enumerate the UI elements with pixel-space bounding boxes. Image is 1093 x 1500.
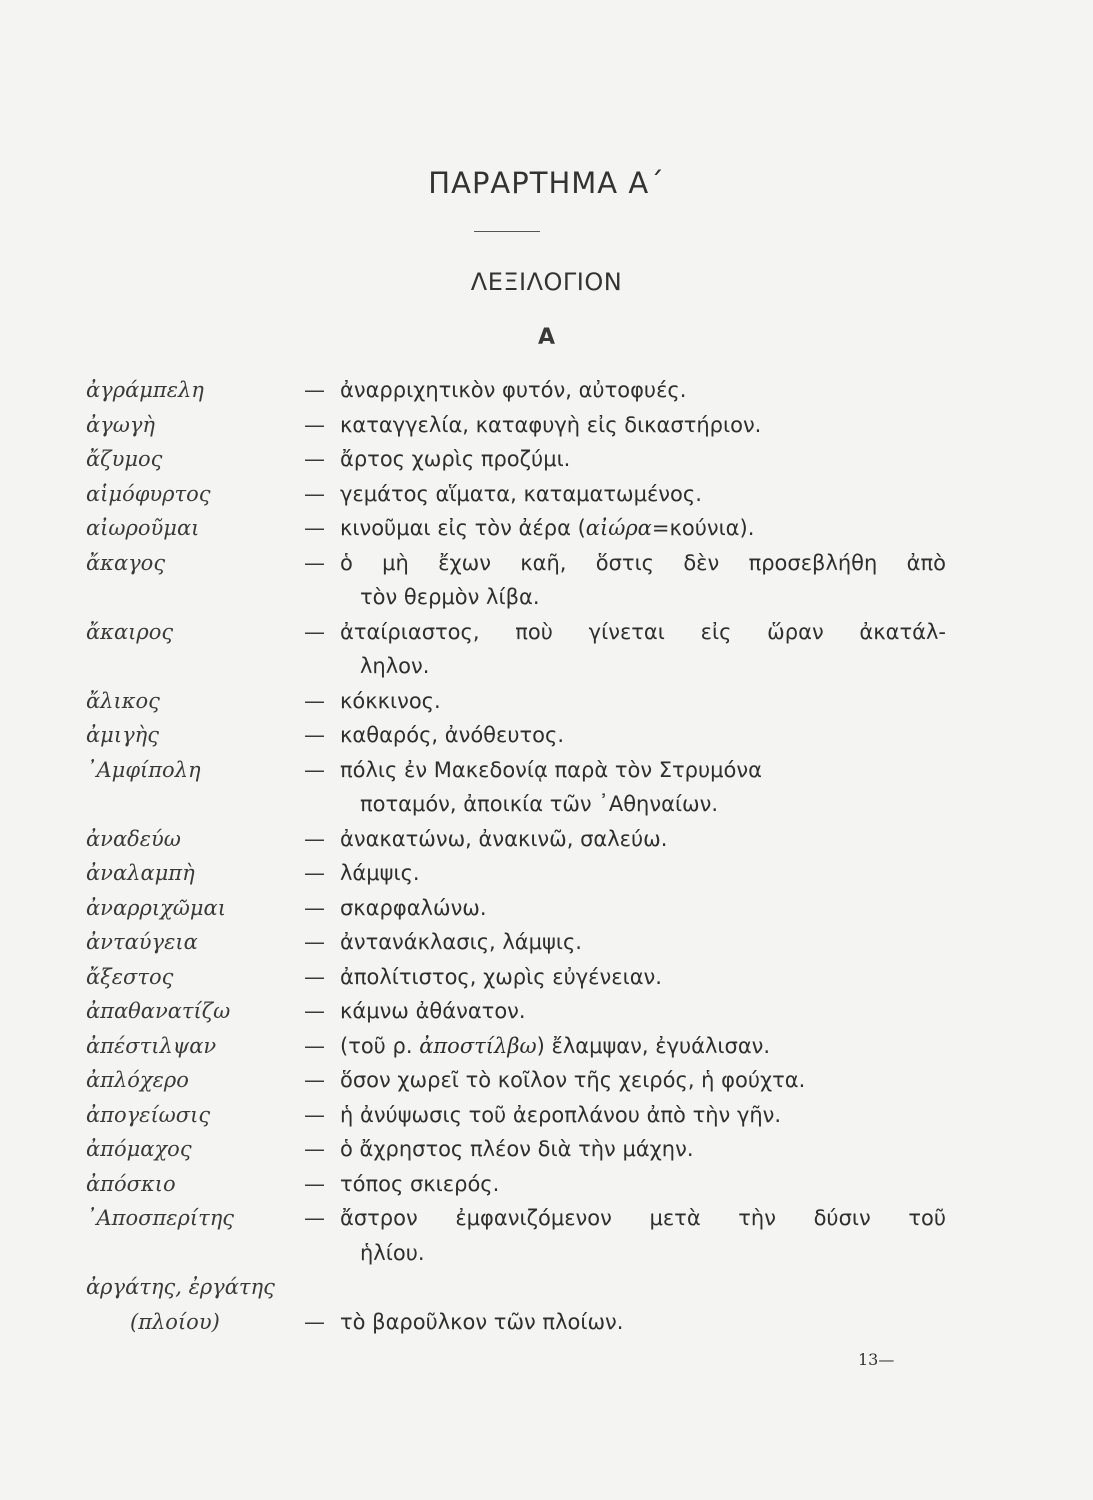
entry-definition bbox=[340, 994, 946, 1029]
entry-definition bbox=[340, 511, 946, 546]
definition-line: σκαρφαλώνω. bbox=[340, 895, 487, 920]
glossary-entry bbox=[86, 1098, 946, 1133]
definition-line: καταγγελία, καταφυγὴ εἰς δικαστήριον. bbox=[340, 412, 762, 437]
definition-line: ἀνακατώνω, ἀνακινῶ, σαλεύω. bbox=[340, 826, 668, 851]
definition-text: κινοῦμαι εἰς τὸν ἀέρα ( bbox=[340, 516, 586, 540]
entry-dash: — bbox=[304, 861, 325, 885]
definition-text: =κούνια). bbox=[651, 516, 755, 540]
definition-line: ἄρτος χωρὶς προζύμι. bbox=[340, 447, 571, 471]
entry-dash-glyph: — bbox=[304, 1309, 325, 1334]
entry-term: ἀνταύγεια bbox=[86, 930, 198, 954]
entry-term: ἄξεστος bbox=[86, 964, 174, 989]
definition-line: καθαρός, ἀνόθευτος. bbox=[340, 723, 565, 747]
entry-definition bbox=[340, 1029, 946, 1064]
entry-dash: — bbox=[304, 1137, 325, 1161]
entry-term-line: (πλοίου) bbox=[130, 1309, 220, 1334]
glossary-entry bbox=[86, 442, 946, 477]
entry-dash: — bbox=[304, 619, 325, 644]
entry-definition bbox=[340, 822, 946, 857]
entry-definition bbox=[340, 1063, 946, 1098]
entry-term: ἀπογείωσις bbox=[86, 1102, 211, 1127]
definition-line: ἀναρριχητικὸν φυτόν, αὐτοφυές. bbox=[340, 378, 687, 402]
entry-definition bbox=[340, 615, 946, 684]
entry-definition bbox=[340, 477, 946, 512]
definition-line: ἀντανάκλασις, λάμψις. bbox=[340, 930, 582, 954]
definition-text: (τοῦ ρ. bbox=[340, 1033, 420, 1058]
definition-line: ἡλίου. bbox=[360, 1240, 425, 1265]
definition-line bbox=[340, 511, 946, 546]
entry-definition bbox=[340, 891, 946, 926]
glossary-entry bbox=[86, 1063, 946, 1098]
definition-line: ποταμόν, ἀποικία τῶν ᾿Αθηναίων. bbox=[360, 792, 719, 816]
glossary-entry bbox=[86, 1029, 946, 1064]
entry-term: ἄλικος bbox=[86, 688, 160, 713]
entry-dash: — bbox=[304, 964, 325, 989]
definition-line: ληλον. bbox=[360, 654, 430, 678]
entry-dash: — bbox=[304, 1033, 325, 1058]
entry-definition bbox=[340, 373, 946, 408]
glossary-entry bbox=[86, 891, 946, 926]
entry-dash: — bbox=[304, 1068, 325, 1092]
entry-dash: — bbox=[304, 757, 325, 782]
definition-line: λάμψις. bbox=[340, 861, 420, 885]
entry-dash: — bbox=[304, 481, 325, 506]
definition-line: τὸ βαροῦλκον τῶν πλοίων. bbox=[340, 1309, 624, 1334]
definition-line: ἄστρον ἐμφανιζόμενον μετὰ τὴν δύσιν τοῦ bbox=[340, 1206, 946, 1230]
glossary-entry bbox=[86, 1132, 946, 1167]
entry-term: ἀναλαμπὴ bbox=[86, 861, 195, 885]
glossary-entry bbox=[86, 718, 946, 753]
definition-italic-word: αἰώρα bbox=[585, 516, 652, 540]
entry-term-line: ἀργάτης, ἐργάτης bbox=[86, 1275, 275, 1299]
glossary-entry bbox=[86, 753, 946, 822]
definition-line: ὁ μὴ ἔχων καῆ, ὅστις δὲν προσεβλήθη ἀπὸ bbox=[340, 550, 946, 575]
definition-line: ἀπολίτιστος, χωρὶς εὐγένειαν. bbox=[340, 964, 662, 989]
definition-italic-word: ἀποστίλβω bbox=[419, 1033, 537, 1058]
entry-dash: — bbox=[304, 378, 325, 402]
letter-heading: Α bbox=[537, 325, 556, 350]
entry-definition bbox=[340, 753, 946, 822]
entry-term: ἀπλόχερο bbox=[86, 1068, 189, 1092]
entry-dash: — bbox=[304, 412, 325, 437]
entry-definition bbox=[340, 408, 946, 443]
entry-definition bbox=[340, 960, 946, 995]
entry-definition bbox=[340, 1098, 946, 1133]
entry-term: ἀναδεύω bbox=[86, 826, 181, 851]
definition-line: τὸν θερμὸν λίβα. bbox=[360, 585, 540, 609]
glossary-entry bbox=[86, 960, 946, 995]
entry-term: ᾿Αμφίπολη bbox=[86, 757, 201, 782]
glossary-entry bbox=[86, 856, 946, 891]
entry-dash: — bbox=[304, 550, 325, 575]
glossary-entry bbox=[86, 546, 946, 615]
entry-dash: — bbox=[304, 999, 325, 1023]
glossary-list bbox=[86, 373, 946, 1339]
entry-term: ἀπόμαχος bbox=[86, 1137, 192, 1161]
entry-term: αἰωροῦμαι bbox=[86, 516, 200, 540]
entry-definition bbox=[340, 684, 946, 719]
entry-term: ἄκαγος bbox=[86, 550, 166, 575]
glossary-entry bbox=[86, 408, 946, 443]
glossary-entry bbox=[86, 511, 946, 546]
glossary-entry bbox=[86, 615, 946, 684]
glossary-entry bbox=[86, 925, 946, 960]
entry-term: ἀγωγὴ bbox=[86, 412, 155, 437]
definition-line: ἡ ἀνύψωσις τοῦ ἀεροπλάνου ἀπὸ τὴν γῆν. bbox=[340, 1102, 782, 1127]
definition-line: ὅσον χωρεῖ τὸ κοῖλον τῆς χειρός, ἡ φούχτα. bbox=[340, 1068, 806, 1092]
page-number: 13— bbox=[858, 1350, 895, 1369]
entry-dash: — bbox=[304, 447, 325, 471]
entry-definition bbox=[340, 1167, 946, 1202]
entry-dash: — bbox=[304, 1102, 325, 1127]
entry-term: ἀπόσκιο bbox=[86, 1171, 176, 1196]
entry-dash: — bbox=[304, 516, 325, 540]
entry-definition bbox=[340, 1201, 946, 1270]
definition-line: κόκκινος. bbox=[340, 688, 441, 713]
entry-definition bbox=[340, 546, 946, 615]
appendix-title: ΠΑΡΑΡΤΗΜΑ Α΄ bbox=[428, 166, 665, 200]
entry-term: αἱμόφυρτος bbox=[86, 481, 211, 506]
entry-definition bbox=[340, 856, 946, 891]
glossary-entry bbox=[86, 994, 946, 1029]
definition-line: γεμάτος αἵματα, καταματωμένος. bbox=[340, 481, 702, 506]
entry-term: ἀμιγὴς bbox=[86, 723, 159, 747]
entry-dash: — bbox=[304, 723, 325, 747]
entry-dash: — bbox=[304, 895, 325, 920]
entry-definition bbox=[340, 718, 946, 753]
entry-term: ἀπέστιλψαν bbox=[86, 1033, 217, 1058]
entry-dash: — bbox=[304, 688, 325, 713]
entry-dash: — bbox=[304, 826, 325, 851]
definition-line: ἀταίριαστος, ποὺ γίνεται εἰς ὥραν ἀκατάλ- bbox=[340, 619, 946, 644]
title-divider bbox=[474, 231, 540, 232]
entry-dash: — bbox=[304, 1206, 325, 1230]
entry-term bbox=[86, 1270, 304, 1339]
entry-definition bbox=[340, 1270, 946, 1339]
glossary-entry bbox=[86, 1201, 946, 1270]
definition-line bbox=[340, 1029, 946, 1064]
glossary-entry bbox=[86, 822, 946, 857]
glossary-entry bbox=[86, 1167, 946, 1202]
glossary-entry bbox=[86, 684, 946, 719]
definition-text: ) ἔλαμψαν, ἐγυάλισαν. bbox=[536, 1033, 771, 1058]
glossary-entry bbox=[86, 1270, 946, 1339]
entry-term: ἀπαθανατίζω bbox=[86, 999, 231, 1023]
entry-definition bbox=[340, 1132, 946, 1167]
definition-line: τόπος σκιερός. bbox=[340, 1171, 500, 1196]
entry-term: ᾿Αποσπερίτης bbox=[86, 1206, 235, 1230]
entry-definition bbox=[340, 925, 946, 960]
glossary-title: ΛΕΞΙΛΟΓΙΟΝ bbox=[470, 268, 623, 296]
entry-term: ἀγράμπελη bbox=[86, 378, 204, 402]
entry-term: ἄζυμος bbox=[86, 447, 163, 471]
entry-dash: — bbox=[304, 1171, 325, 1196]
definition-line: κάμνω ἀθάνατον. bbox=[340, 999, 526, 1023]
glossary-entry bbox=[86, 373, 946, 408]
entry-definition bbox=[340, 442, 946, 477]
entry-dash: — bbox=[304, 930, 325, 954]
definition-line: πόλις ἐν Μακεδονίᾳ παρὰ τὸν Στρυμόνα bbox=[340, 757, 762, 782]
glossary-entry bbox=[86, 477, 946, 512]
entry-dash bbox=[304, 1270, 340, 1339]
entry-term: ἄκαιρος bbox=[86, 619, 174, 644]
definition-line: ὁ ἄχρηστος πλέον διὰ τὴν μάχην. bbox=[340, 1137, 694, 1161]
entry-term: ἀναρριχῶμαι bbox=[86, 895, 226, 920]
